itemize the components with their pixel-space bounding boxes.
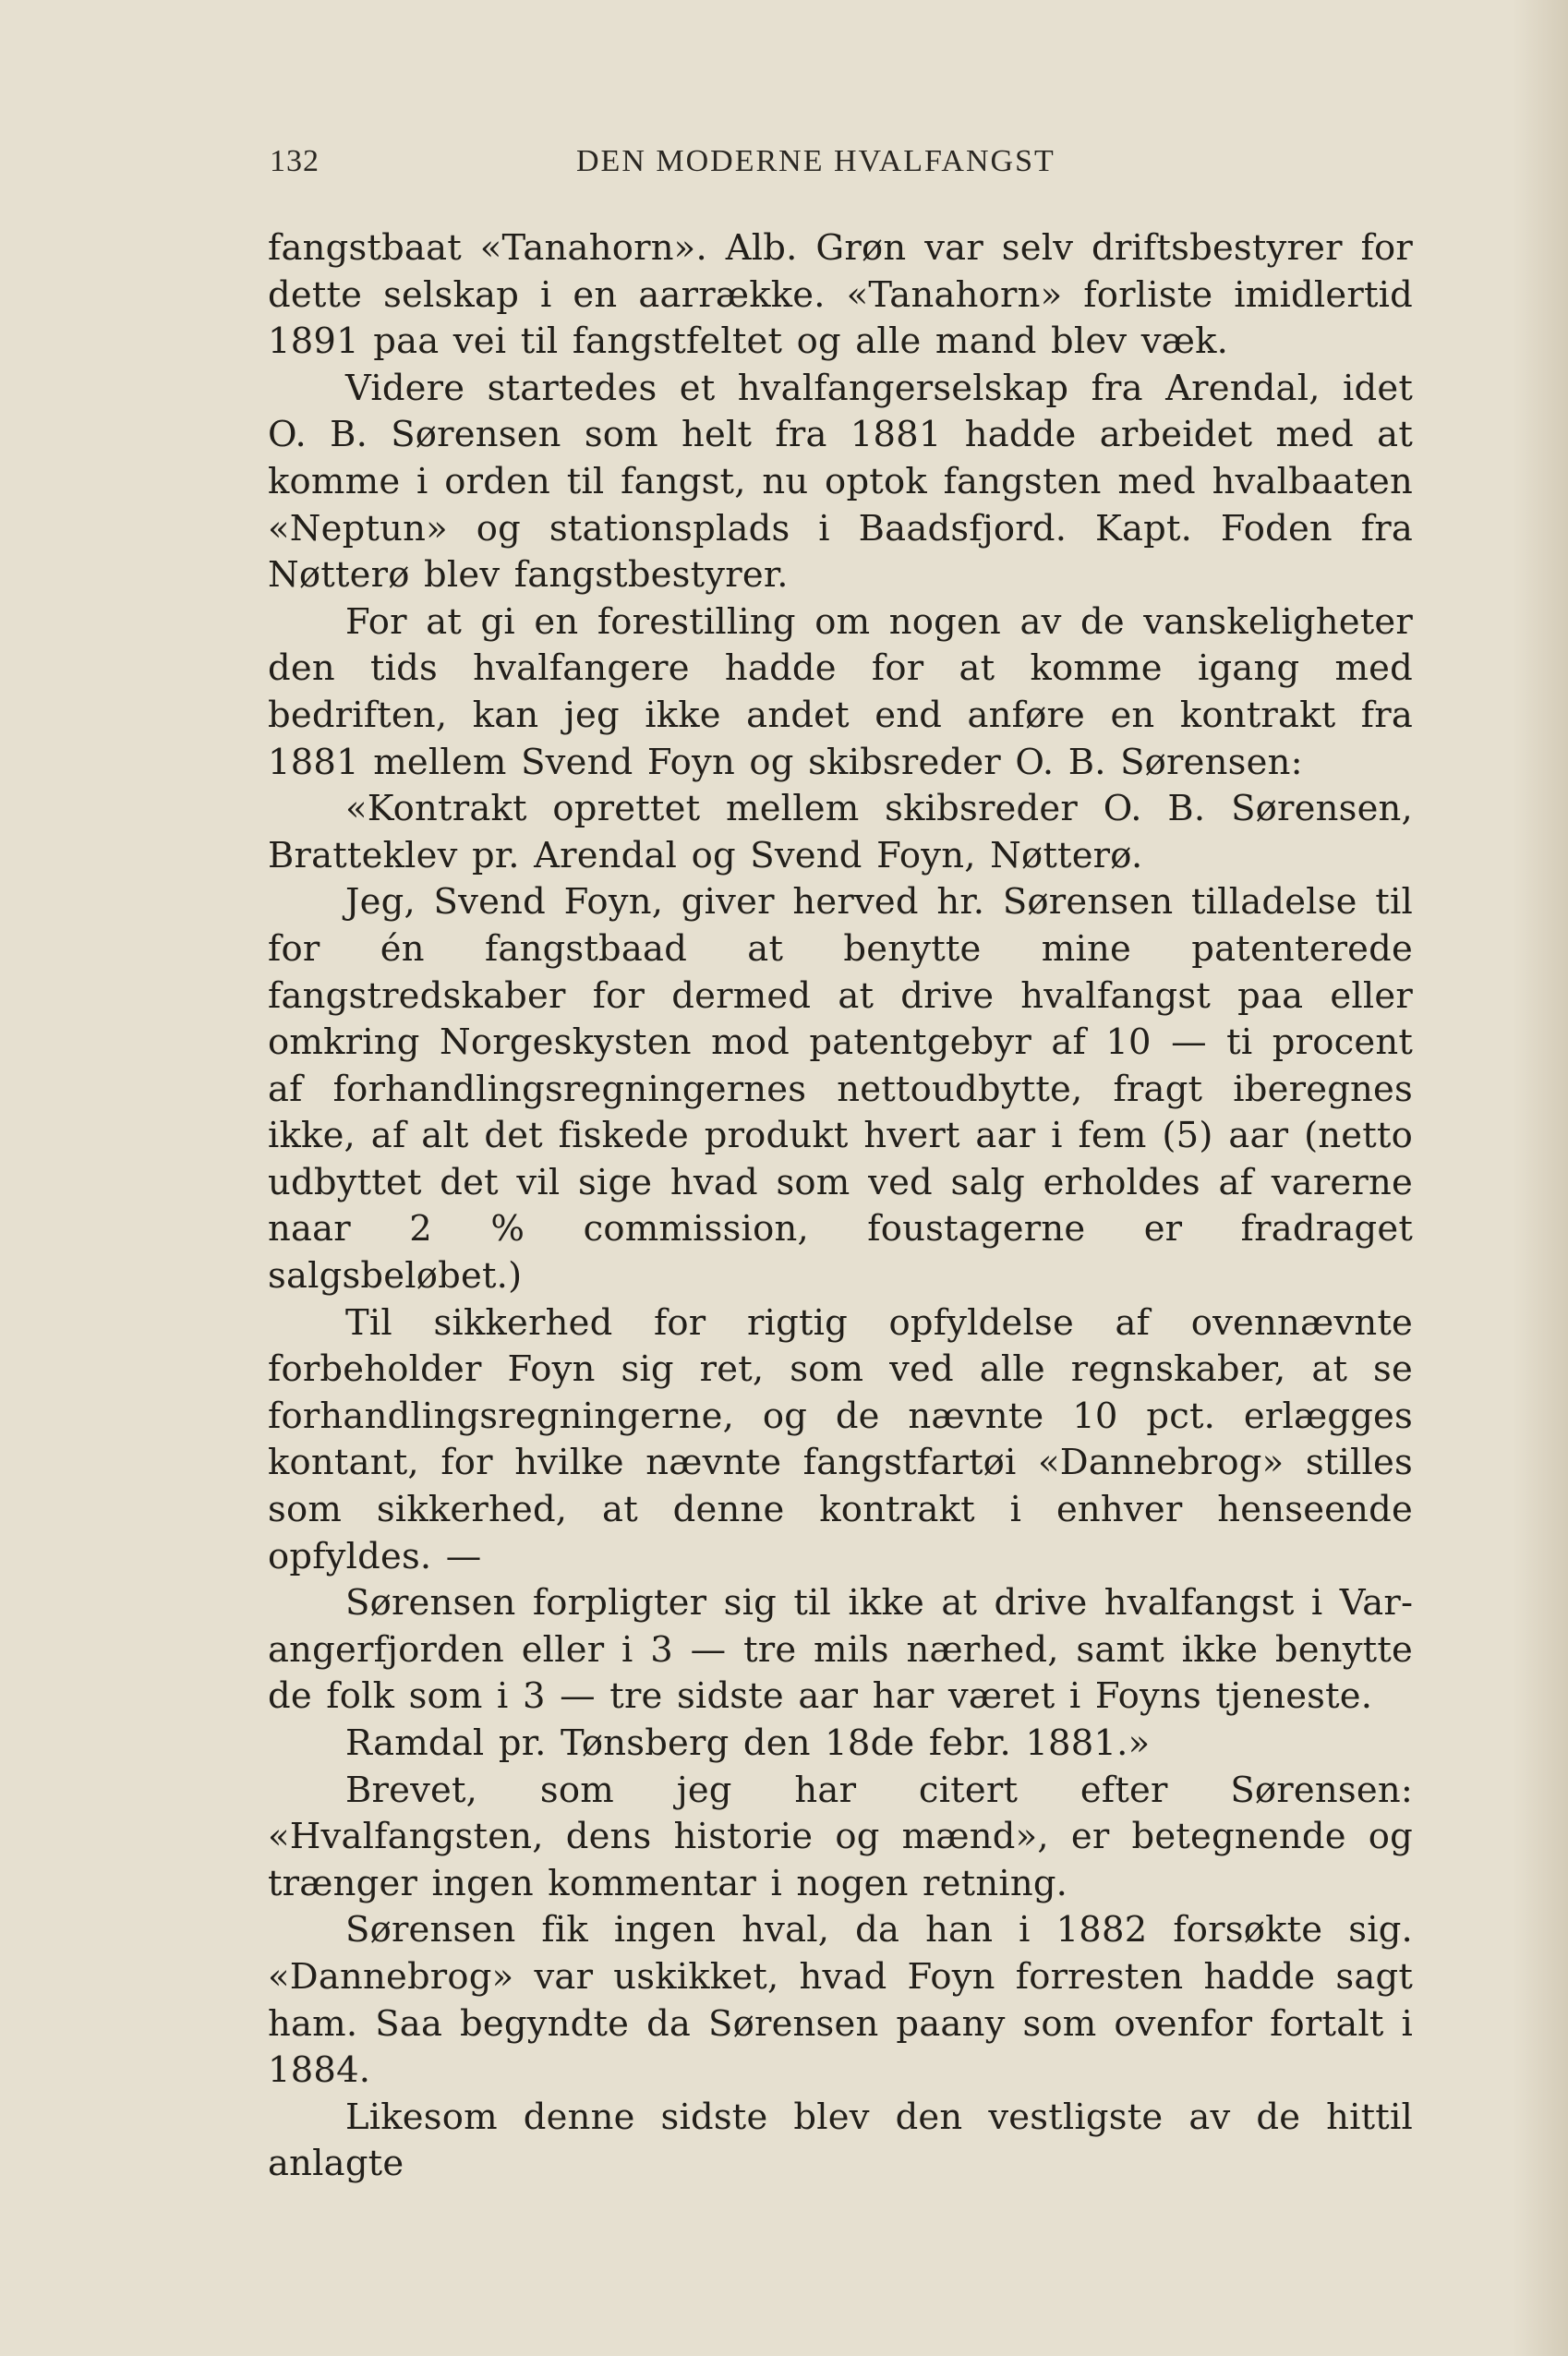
paragraph: «Kontrakt oprettet mellem skibsreder O. B. Sørensen, Bratteklev pr. Arendal og Svend Foyn, Nøtterø.	[268, 788, 1413, 876]
paragraph: Sørensen forpligter sig til ikke at drive hvalfangst i Varangerfjorden eller i 3 — tre mils nærhed, samt ikke benytte de folk som i 3 — tre sidste aar har været i Foyns tjeneste.	[268, 1582, 1413, 1718]
paragraph: Sørensen fik ingen hval, da han i 1882 forsøkte sig. «Dannebrog» var uskikket, hvad Foyn forresten hadde sagt ham. Saa begyndte da Sørensen paany som ovenfor fortalt i 1884.	[268, 1909, 1413, 2092]
paragraph: fangstbaat «Tanahorn». Alb. Grøn var selv driftsbestyrer for dette selskap i en aarrække. «Tanahorn» forliste imidlertid 1891 paa vei til fangstfeltet og alle mand blev væk.	[268, 227, 1413, 363]
paragraph: For at gi en forestilling om nogen av de vanskeligheter den tids hvalfangere hadde for at komme igang med bedriften, kan jeg ikke andet end anføre en kontrakt fra 1881 mellem Svend Foyn og skibsreder O. B. Sørensen:	[268, 600, 1413, 783]
paragraph: Jeg, Svend Foyn, giver herved hr. Sørensen tilladelse til for én fangstbaad at benytte mine patenterede fangstredskaber for dermed at drive hvalfangst paa eller omkring Norgeskysten mod patentgebyr af 10 — ti procent af forhandlingsregningernes nettoudbytte, fragt iberegnes ikke, af alt det fiskede produkt hvert aar i fem (5) aar (netto udbyttet det vil sige hvad som ved salg erholdes af varerne naar 2 % commission, foustagerne er fradraget salgsbeløbet.)	[268, 881, 1413, 1298]
paragraph: Brevet, som jeg har citert efter Sørensen: «Hvalfangsten, dens historie og mænd», er betegnende og trænger ingen kommentar i nogen retning.	[268, 1769, 1413, 1904]
paragraph: Videre startedes et hvalfangerselskap fra Arendal, idet O. B. Sørensen som helt fra 1881 hadde arbeidet med at komme i orden til fangst, nu optok fangsten med hvalbaaten «Neptun» og stationsplads i Baadsfjord. Kapt. Foden fra Nøtterø blev fangstbestyrer.	[268, 367, 1413, 597]
paragraph: Likesom denne sidste blev den vestligste av de hittil anlagte	[268, 2096, 1413, 2185]
page-number: 132	[270, 144, 320, 178]
paragraph: Ramdal pr. Tønsberg den 18de febr. 1881.»	[345, 1722, 1151, 1764]
body-text	[268, 225, 1413, 2188]
running-title: DEN MODERNE HVALFANGST	[576, 144, 1055, 178]
page-edge-shadow	[1513, 0, 1568, 2356]
page-header	[270, 144, 1285, 190]
paragraph: Til sikkerhed for rigtig opfyldelse af ovennævnte forbeholder Foyn sig ret, som ved alle regnskaber, at se forhandlingsregningerne, og de nævnte 10 pct. erlægges kontant, for hvilke nævnte fangstfartøi «Dannebrog» stilles som sikkerhed, at denne kontrakt i enhver henseende opfyldes. —	[268, 1301, 1413, 1577]
